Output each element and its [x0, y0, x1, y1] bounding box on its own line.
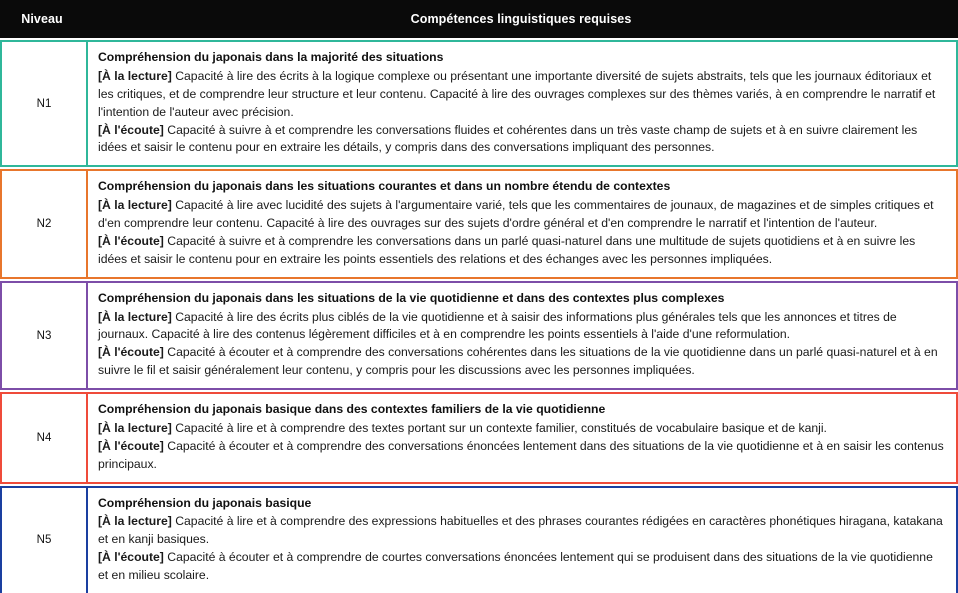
listening-text: Capacité à écouter et à comprendre de courtes conversations énoncées lentement qui se produisent dans des situations de la vie quotidienne et en milieu scolaire.	[98, 550, 933, 583]
level-title: Compréhension du japonais dans la majorité des situations	[98, 50, 444, 64]
listening-text: Capacité à suivre à et comprendre les conversations fluides et cohérentes dans un très vaste champ de sujets et à en suivre clairement les idées et saisir le contenu pour en extraire les détails, y compris dans des conversations impliquant des personnes.	[98, 122, 918, 155]
level-label: N5	[36, 534, 52, 547]
reading-tag: [À la lecture]	[98, 420, 172, 435]
listening-tag: [À l'écoute]	[98, 233, 164, 248]
reading-tag: [À la lecture]	[98, 68, 172, 83]
column-header-skills: Compétences linguistiques requises	[410, 12, 632, 26]
listening-paragraph	[98, 122, 946, 158]
reading-text: Capacité à lire des écrits plus ciblés de la vie quotidienne et à saisir des informations plus générales tels que les annonces et titres de journaux. Capacité à lire des contenus légèrement difficiles et à en comprendre les points essentiels à l'aide d'une reformulation.	[98, 309, 897, 342]
listening-paragraph	[98, 233, 946, 269]
reading-text: Capacité à lire et à comprendre des textes portant sur un contexte familier, constitués de vocabulaire basique et de kanji.	[171, 420, 827, 435]
listening-paragraph	[98, 549, 946, 585]
level-title: Compréhension du japonais dans les situations de la vie quotidienne et dans des contextes plus complexes	[98, 290, 725, 305]
level-label: N4	[36, 432, 52, 444]
level-description	[86, 283, 956, 388]
reading-text: Capacité à lire et à comprendre des expressions habituelles et des phrases courantes rédigées en caractères phonétiques hiragana, katakana et en kanji basiques.	[98, 514, 943, 547]
table-row	[0, 486, 958, 593]
listening-tag: [À l'écoute]	[98, 438, 164, 453]
level-title: Compréhension du japonais dans les situations courantes et dans un nombre étendu de contextes	[98, 179, 671, 194]
level-label: N3	[36, 329, 52, 342]
level-description	[86, 488, 956, 593]
listening-paragraph	[98, 344, 946, 380]
level-label: N2	[36, 218, 52, 231]
reading-tag: [À la lecture]	[98, 514, 172, 529]
table-row	[0, 392, 958, 484]
table-row	[0, 169, 958, 278]
reading-paragraph	[98, 197, 946, 233]
level-label: N1	[36, 97, 52, 110]
listening-text: Capacité à écouter et à comprendre des conversations énoncées lentement dans des situations de la vie quotidienne et à en saisir les contenus principaux.	[98, 438, 944, 471]
reading-text: Capacité à lire avec lucidité des sujets à l'argumentaire varié, tels que les commentaires de jounaux, de magazines et de simples critiques et d'en comprendre leur contenu. Capacité à lire des ouvrages sur des sujets d'ordre général et d'en comprendre le narratif et l'intention de l'auteur.	[98, 198, 934, 230]
listening-tag: [À l'écoute]	[98, 345, 164, 360]
listening-tag: [À l'écoute]	[98, 550, 164, 565]
level-description	[86, 171, 956, 276]
listening-text: Capacité à écouter et à comprendre des conversations cohérentes dans les situations de la vie quotidienne dans un parlé quasi-naturel et à en suivre le fil et saisir généralement leur contenu, y compris pour les discussions avec les personnes impliquées.	[98, 345, 938, 378]
level-description	[86, 394, 956, 482]
reading-text: Capacité à lire des écrits à la logique complexe ou présentant une importante diversité de sujets abstraits, tels que les journaux éditoriaux et les critiques, et de comprendre leur structure et leur contenu. Capacité à lire des ouvrages complexes sur des thèmes variés, à en comprendre le narratif et l'intention de l'auteur avec précision.	[98, 68, 936, 119]
listening-tag: [À l'écoute]	[98, 122, 164, 137]
level-title: Compréhension du japonais basique dans des contextes familiers de la vie quotidienne	[98, 402, 606, 417]
reading-paragraph	[98, 68, 946, 122]
reading-tag: [À la lecture]	[98, 309, 172, 324]
level-description	[86, 42, 956, 165]
reading-paragraph	[98, 420, 946, 438]
table-header-row	[0, 0, 958, 38]
reading-paragraph	[98, 513, 946, 549]
column-header-level: Niveau	[21, 12, 63, 26]
level-title: Compréhension du japonais basique	[98, 495, 312, 510]
table-row	[0, 281, 958, 390]
table-row	[0, 40, 958, 167]
listening-text: Capacité à suivre et à comprendre les conversations dans un parlé quasi-naturel dans une multitude de sujets quotidiens et à en suivre les idées et saisir le contenu pour en extraire les points essentiels des relations et des échanges avec les personnes impliquées.	[98, 233, 916, 266]
reading-tag: [À la lecture]	[98, 198, 172, 213]
listening-paragraph	[98, 438, 946, 474]
reading-paragraph	[98, 309, 946, 345]
